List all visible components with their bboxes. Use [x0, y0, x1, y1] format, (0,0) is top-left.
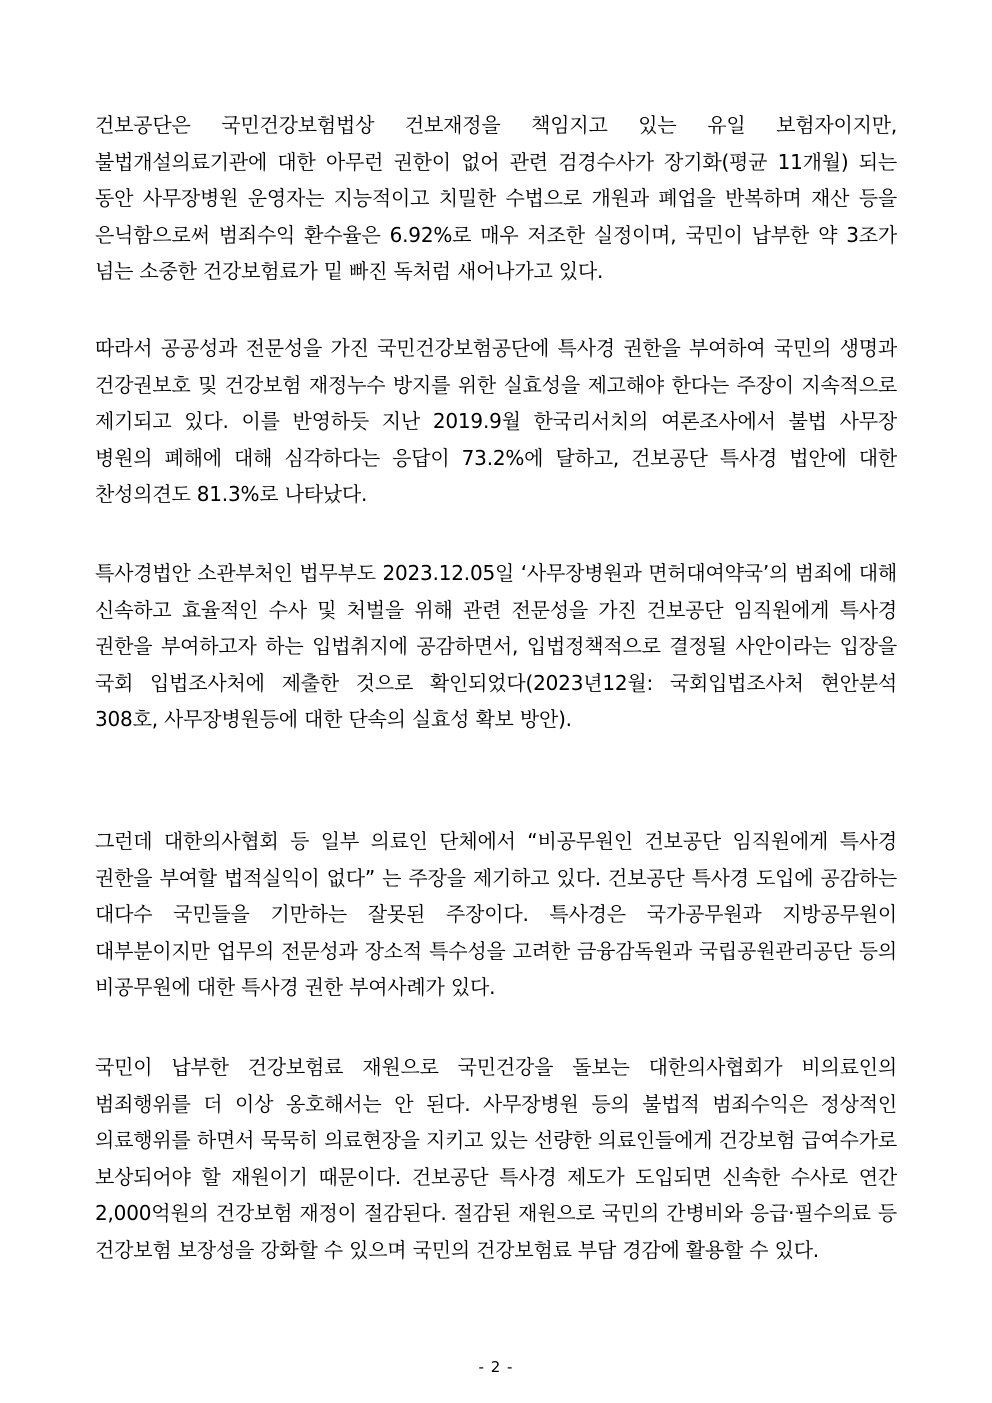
paragraph-conclusion: 국민이 납부한 건강보험료 재원으로 국민건강을 돌보는 대한의사협회가 비의료인의 범죄행위를 더 이상 옹호해서는 안 된다. 사무장병원 등의 불법적 범죄수익은 정상적인 의료행위를 하면서 묵묵히 의료현장을 지키고 있는 선량한 의료인들에게 건강보험 급여수가로 보상되어야 할 재원이기 때문이다. 건보공단 특사경 제도가 도입되면 신속한 수사로 연간 2,000억원의 건강보험 재정이 절감된다. 절감된 재원으로 국민의 간병비와 응급·필수의료 등 건강보험 보장성을 강화할 수 있으며 국민의 건강보험료 부담 경감에 활용할 수 있다.: [95, 1055, 897, 1262]
page-number: - 2 -: [478, 1358, 514, 1376]
paragraph-ministry-of-justice: 특사경법안 소관부처인 법무부도 2023.12.05일 ‘사무장병원과 면허대여약국’의 범죄에 대해 신속하고 효율적인 수사 및 처벌을 위해 관련 전문성을 가진 건보공단 임직원에게 특사경 권한을 부여하고자 하는 입법취지에 공감하면서, 입법정책적으로 결정될 사안이라는 입장을 국회 입법조사처에 제출한 것으로 확인되었다(2023년12월: 국회입법조사처 현안분석 308호, 사무장병원등에 대한 단속의 실효성 확보 방안).: [95, 561, 897, 731]
paragraph-medical-association-claim: 그런데 대한의사협회 등 일부 의료인 단체에서 “비공무원인 건보공단 임직원에게 특사경 권한을 부여할 법적실익이 없다” 는 주장을 제기하고 있다. 건보공단 특사경 도입에 공감하는 대다수 국민들을 기만하는 잘못된 주장이다. 특사경은 국가공무원과 지방공무원이 대부분이지만 업무의 전문성과 장소적 특수성을 고려한 금융감독원과 국립공원관리공단 등의 비공무원에 대한 특사경 권한 부여사례가 있다.: [95, 829, 897, 999]
paragraph-nhis-authority: 건보공단은 국민건강보험법상 건보재정을 책임지고 있는 유일 보험자이지만, 불법개설의료기관에 대한 아무런 권한이 없어 관련 검경수사가 장기화(평균 11개월) 되는 동안 사무장병원 운영자는 지능적이고 치밀한 수법으로 개원과 폐업을 반복하며 재산 등을 은닉함으로써 범죄수익 환수율은 6.92%로 매우 저조한 실정이며, 국민이 납부한 약 3조가 넘는 소중한 건강보험료가 밑 빠진 독처럼 새어나가고 있다.: [95, 113, 897, 283]
paragraph-public-opinion: 따라서 공공성과 전문성을 가진 국민건강보험공단에 특사경 권한을 부여하여 국민의 생명과 건강권보호 및 건강보험 재정누수 방지를 위한 실효성을 제고해야 한다는 주장이 지속적으로 제기되고 있다. 이를 반영하듯 지난 2019.9월 한국리서치의 여론조사에서 불법 사무장 병원의 폐해에 대해 심각하다는 응답이 73.2%에 달하고, 건보공단 특사경 법안에 대한 찬성의견도 81.3%로 나타났다.: [95, 336, 897, 506]
